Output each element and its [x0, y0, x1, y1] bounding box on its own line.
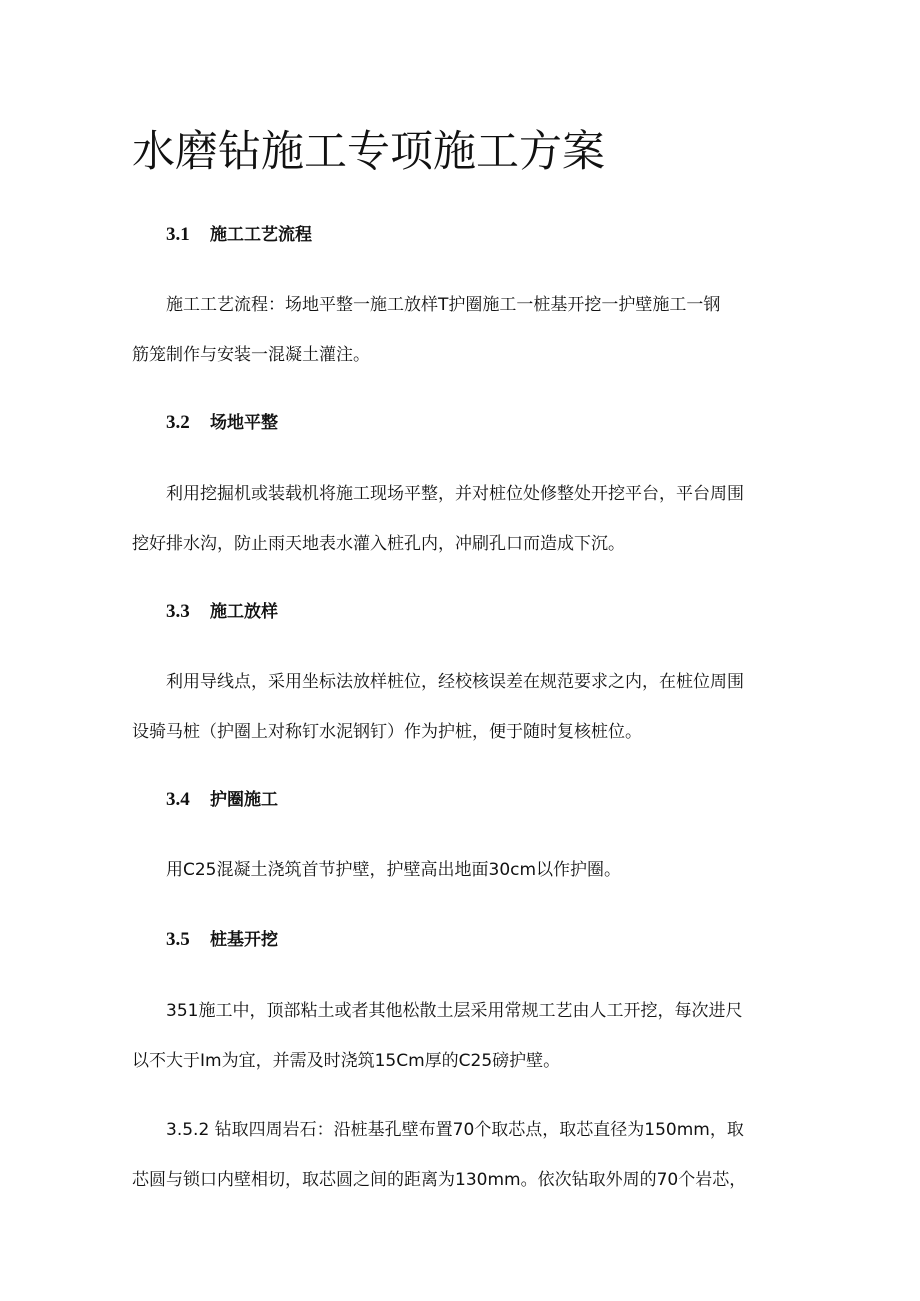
document-title: 水磨钻施工专项施工方案: [132, 127, 605, 177]
section-title: 施工放样: [210, 602, 278, 622]
section-number: 3.5: [166, 929, 190, 950]
section-number: 3.1: [166, 224, 190, 245]
paragraph-line: 用C25混凝土浇筑首节护壁，护壁高出地面30cm以作护圈。: [166, 860, 622, 880]
section-number: 3.4: [166, 789, 190, 810]
section-heading-3-1: [166, 223, 312, 247]
section-heading-3-4: [166, 788, 278, 812]
paragraph-line: 利用挖掘机或装载机将施工现场平整，并对桩位处修整处开挖平台，平台周围: [166, 484, 744, 504]
paragraph-line: 筋笼制作与安装一混凝土灌注。: [132, 345, 370, 365]
section-heading-3-5: [166, 928, 278, 952]
section-paragraph-3-3: [132, 669, 806, 745]
section-heading-3-3: [166, 600, 278, 624]
section-title: 护圈施工: [210, 790, 278, 810]
section-number: 3.3: [166, 601, 190, 622]
section-paragraph-3-2: [132, 481, 806, 557]
section-paragraph-3-1: [132, 292, 806, 368]
section-paragraph-3-4: [166, 857, 806, 883]
paragraph-line: 351施工中，顶部粘土或者其他松散土层采用常规工艺由人工开挖，每次进尺: [166, 1001, 743, 1021]
paragraph-line: 利用导线点，采用坐标法放样桩位，经校核误差在规范要求之内，在桩位周围: [166, 672, 744, 692]
section-title: 桩基开挖: [210, 930, 278, 950]
paragraph-line: 施工工艺流程：场地平整一施工放样T护圈施工一桩基开挖一护壁施工一钢: [166, 295, 721, 315]
paragraph-line: 芯圆与锁口内壁相切，取芯圆之间的距离为130mm。依次钻取外周的70个岩芯，: [132, 1170, 747, 1190]
section-title: 施工工艺流程: [210, 225, 312, 245]
paragraph-line: 以不大于Im为宜，并需及时浇筑15Cm厚的C25磅护壁。: [132, 1051, 561, 1071]
section-title: 场地平整: [210, 413, 278, 433]
section-paragraph-3-5: [132, 998, 806, 1074]
paragraph-line: 设骑马桩（护圈上对称钉水泥钢钉）作为护桩，便于随时复核桩位。: [132, 722, 642, 742]
section-heading-3-2: [166, 411, 278, 435]
paragraph-line: 3.5.2 钻取四周岩石：沿桩基孔壁布置70个取芯点，取芯直径为150mm，取: [166, 1120, 744, 1140]
paragraph-line: 挖好排水沟，防止雨天地表水灌入桩孔内，冲刷孔口而造成下沉。: [132, 534, 625, 554]
section-number: 3.2: [166, 412, 190, 433]
subsection-paragraph-3-5-2: [132, 1117, 806, 1193]
